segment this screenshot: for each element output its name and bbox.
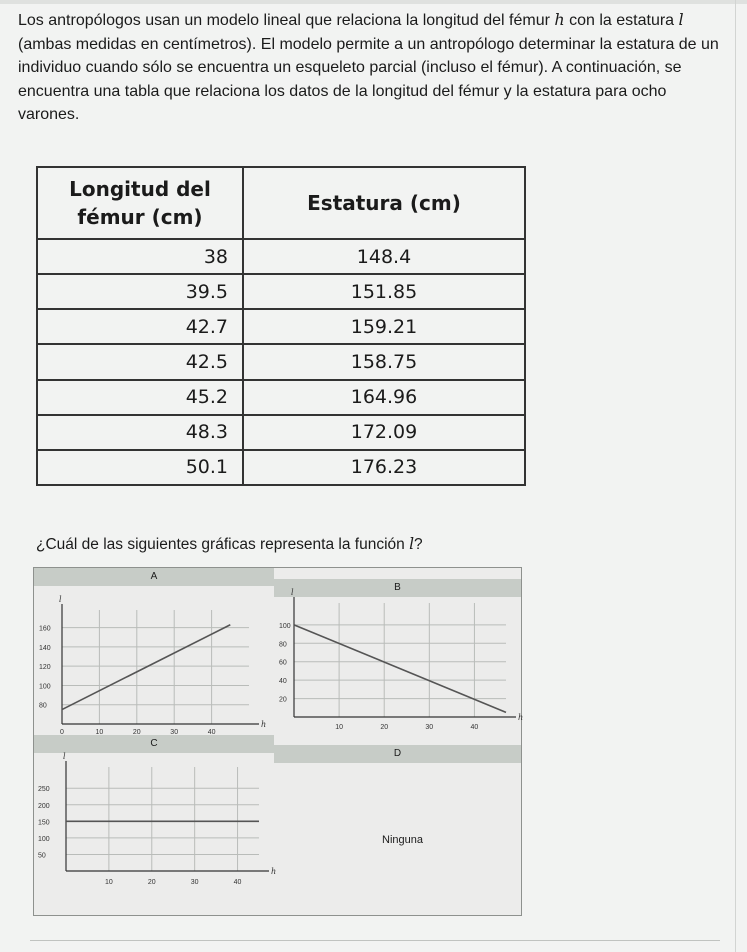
stature-cell: 148.4 [243,239,525,274]
femur-cell: 39.5 [37,274,243,309]
y-tick-label: 250 [38,786,50,794]
y-tick-label: 200 [38,802,50,810]
stature-cell: 176.23 [243,450,525,485]
y-tick-label: 50 [38,852,46,860]
y-tick-label: 120 [39,664,51,672]
question-text: ¿Cuál de las siguientes gráficas representa la función l? [36,535,423,553]
option-a-header: A [34,568,274,586]
stature-cell: 151.85 [243,274,525,309]
x-tick-label: 20 [147,879,156,886]
table-row [37,450,525,485]
x-tick-label: 10 [335,724,344,731]
x-tick-label: 30 [425,724,434,731]
var-l: l [409,535,415,553]
page-bottom-rule [30,940,720,941]
table-row [37,380,525,415]
var-h: h [554,10,565,29]
x-axis-label: h [271,867,277,876]
table-row [37,309,525,344]
table-row [37,415,525,450]
header-femur: Longitud del fémur (cm) [37,167,243,239]
stature-cell: 158.75 [243,344,525,379]
y-tick-label: 60 [279,659,287,667]
problem-statement: Los antropólogos usan un modelo lineal que relaciona la longitud del fémur h con la estatura l (ambas medidas en centímetros). El modelo permite a un antropólogo determinar la estatura de un individuo cuando sólo se encuentra un esqueleto parcial (incluso el fémur). A continuación, se encuentra una tabla que relaciona los datos de la longitud del fémur y la estatura para ocho varones. [18,10,719,123]
page-right-edge [735,0,736,952]
x-tick-label: 0 [60,729,64,736]
femur-cell: 45.2 [37,380,243,415]
y-axis-label: l [291,588,294,597]
option-c-panel[interactable] [34,752,277,913]
stature-cell: 164.96 [243,380,525,415]
table-row [37,239,525,274]
x-tick-label: 20 [380,724,389,731]
table-row [37,344,525,379]
option-b-header: B [274,579,521,597]
x-axis-label: h [518,713,524,722]
femur-cell: 50.1 [37,450,243,485]
option-b-chart [274,588,524,745]
y-tick-label: 160 [39,625,51,633]
table-row [37,274,525,309]
option-c-chart [34,752,277,913]
y-tick-label: 140 [39,644,51,652]
var-l: l [678,10,684,29]
y-tick-label: 100 [38,835,50,843]
y-axis-label: l [59,595,62,604]
option-d-text: Ninguna [382,834,423,846]
option-d-header: D [274,745,521,763]
femur-cell: 42.7 [37,309,243,344]
series-line [62,625,230,710]
x-tick-label: 40 [207,729,216,736]
y-tick-label: 80 [279,641,287,649]
option-a-chart [34,586,274,735]
x-tick-label: 20 [132,729,141,736]
femur-cell: 42.5 [37,344,243,379]
y-tick-label: 80 [39,702,47,710]
x-tick-label: 40 [233,879,242,886]
femur-cell: 48.3 [37,415,243,450]
y-axis-label: l [63,752,66,761]
femur-cell: 38 [37,239,243,274]
x-axis-label: h [261,720,267,729]
stature-cell: 172.09 [243,415,525,450]
x-tick-label: 40 [470,724,479,731]
y-tick-label: 100 [39,683,51,691]
y-tick-label: 20 [279,696,287,704]
option-c-header: C [34,735,274,753]
stature-cell: 159.21 [243,309,525,344]
x-tick-label: 10 [95,729,104,736]
y-tick-label: 40 [279,678,287,686]
header-stature: Estatura (cm) [243,167,525,239]
y-tick-label: 100 [279,622,291,630]
option-a-panel[interactable] [34,586,274,735]
answer-options [33,567,522,916]
x-tick-label: 30 [170,729,179,736]
x-tick-label: 10 [104,879,113,886]
femur-stature-table [36,166,526,486]
page-top-edge [0,0,747,4]
x-tick-label: 30 [190,879,199,886]
option-b-panel[interactable] [274,588,524,745]
y-tick-label: 150 [38,819,50,827]
table-header-row [37,167,525,239]
